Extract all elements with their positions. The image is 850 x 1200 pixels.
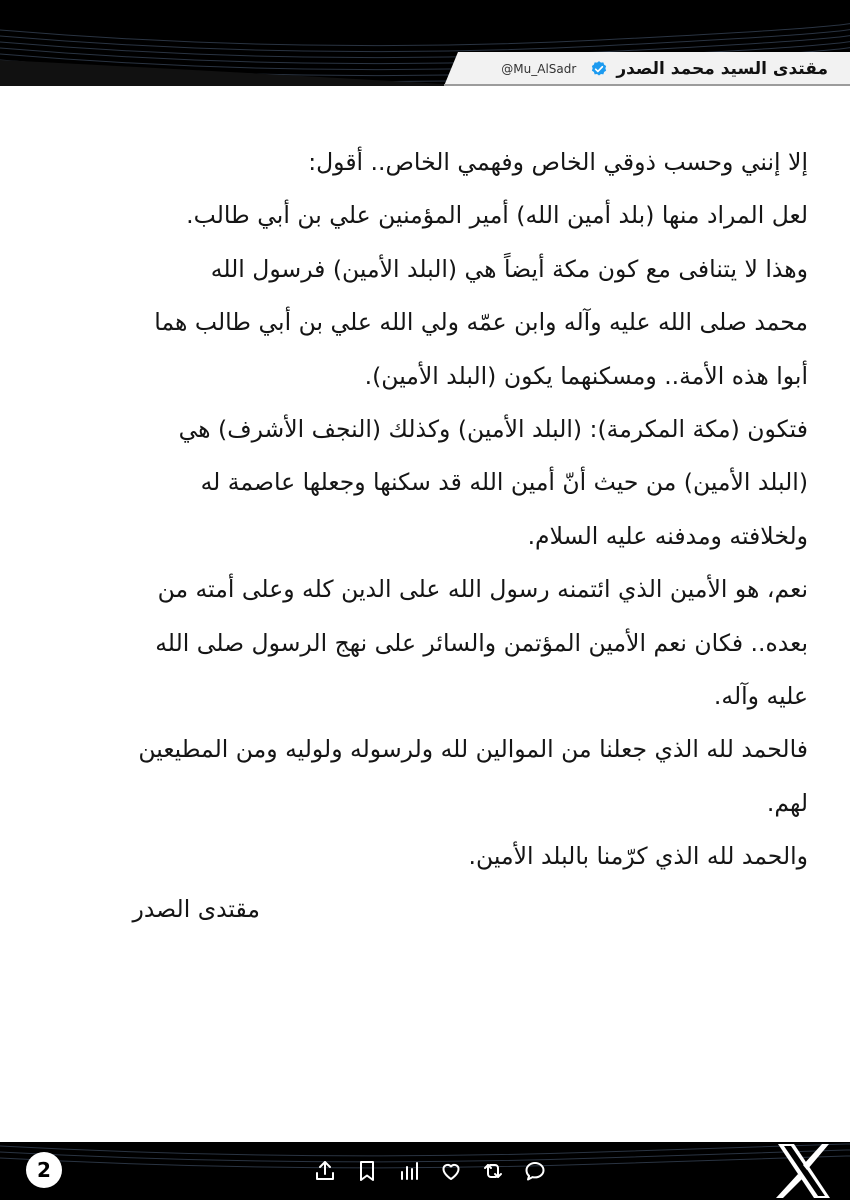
share-icon bbox=[313, 1159, 337, 1183]
text-line: فتكون (مكة المكرمة): (البلد الأمين) وكذلك (النجف الأشرف) هي bbox=[178, 414, 808, 443]
bookmark-icon bbox=[355, 1159, 379, 1183]
text-line: لعل المراد منها (بلد أمين الله) أمير المؤمنين علي بن أبي طالب. bbox=[186, 201, 808, 230]
tweet-actions bbox=[312, 1155, 548, 1187]
account-handle[interactable]: @Mu_AlSadr bbox=[501, 62, 577, 76]
text-line: عليه وآله. bbox=[713, 681, 808, 710]
text-line: بعده.. فكان نعم الأمين المؤتمن والسائر على نهج الرسول صلى الله bbox=[155, 628, 808, 657]
text-line: أبوا هذه الأمة.. ومسكنهما يكون (البلد الأمين). bbox=[364, 361, 808, 390]
reply-icon bbox=[523, 1159, 547, 1183]
views-icon bbox=[397, 1159, 421, 1183]
text-line: (البلد الأمين) من حيث أنّ أمين الله قد سكنها وجعلها عاصمة له bbox=[200, 468, 808, 497]
x-logo-icon bbox=[774, 1142, 832, 1200]
document-body bbox=[42, 136, 808, 883]
text-line: محمد صلى الله عليه وآله وابن عمّه ولي الله علي بن أبي طالب هما bbox=[154, 308, 808, 337]
share-button[interactable] bbox=[312, 1158, 338, 1184]
text-line: وهذا لا يتنافى مع كون مكة أيضاً هي (البلد الأمين) فرسول الله bbox=[210, 254, 808, 283]
header-banner bbox=[0, 0, 850, 86]
repost-button[interactable] bbox=[480, 1158, 506, 1184]
text-line: نعم، هو الأمين الذي ائتمنه رسول الله على الدين كله وعلى أمته من bbox=[157, 575, 808, 604]
verified-badge-icon bbox=[590, 60, 608, 78]
reply-button[interactable] bbox=[522, 1158, 548, 1184]
text-line: لهم. bbox=[766, 788, 808, 817]
text-line: إلا إنني وحسب ذوقي الخاص وفهمي الخاص.. أقول: bbox=[308, 148, 808, 176]
account-display-name[interactable]: مقتدى السيد محمد الصدر bbox=[616, 59, 828, 79]
account-info[interactable] bbox=[501, 52, 828, 86]
page-number-badge: 2 bbox=[26, 1152, 62, 1188]
views-button[interactable] bbox=[396, 1158, 422, 1184]
like-button[interactable] bbox=[438, 1158, 464, 1184]
repost-icon bbox=[481, 1159, 505, 1183]
text-line: ولخلافته ومدفنه عليه السلام. bbox=[527, 521, 808, 550]
footer-bar bbox=[0, 1142, 850, 1200]
text-line: فالحمد لله الذي جعلنا من الموالين لله ولرسوله ولوليه ومن المطيعين bbox=[138, 735, 808, 764]
bookmark-button[interactable] bbox=[354, 1158, 380, 1184]
like-icon bbox=[439, 1159, 463, 1183]
signature: مقتدى الصدر bbox=[132, 895, 260, 923]
text-line: والحمد لله الذي كرّمنا بالبلد الأمين. bbox=[468, 842, 808, 871]
